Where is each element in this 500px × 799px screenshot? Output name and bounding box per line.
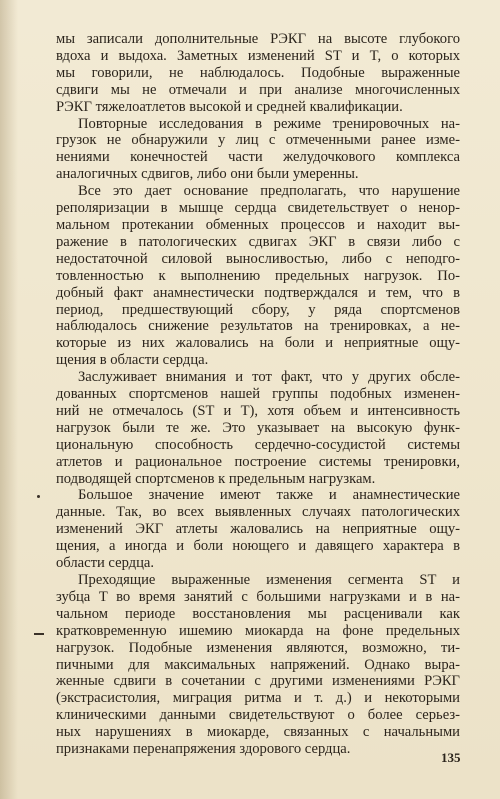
paragraph — [56, 487, 460, 572]
paragraph — [56, 572, 460, 758]
text-line: ных нарушениях в миокарде, связанных с начальными — [56, 724, 460, 741]
text-line: наблюдалось снижение результатов на тренировках, а не- — [56, 318, 460, 335]
text-line: клиническими данными свидетельствуют о более серьез- — [56, 707, 460, 724]
text-line: ний не отмечалось (ST и T), хотя объем и интенсивность — [56, 402, 460, 419]
text-line: которые из них жаловались на боли и неприятные ощу- — [56, 335, 460, 352]
text-line: Преходящие выраженные изменения сегмента ST и — [78, 572, 460, 588]
paragraph — [56, 31, 460, 116]
text-line: РЭКГ тяжелоатлетов высокой и средней квалификации. — [56, 98, 403, 115]
text-line: ражение в патологических сдвигах ЭКГ в связи либо с — [56, 233, 460, 250]
ink-speck — [34, 633, 44, 635]
text-line: атлетов и рациональное построение системы тренировки, — [56, 453, 460, 470]
text-line: признаками перенапряжения здорового сердца. — [56, 741, 351, 758]
text-line: дованных спортсменов нашей группы подобных изменен- — [56, 386, 460, 403]
text-line: Повторные исследования в режиме тренировочных на- — [78, 115, 460, 132]
text-line: реполяризации в мышце сердца свидетельствует о ненор- — [56, 200, 460, 217]
text-line: подводящей спортсменов к предельным нагрузкам. — [56, 470, 376, 487]
text-line: мальном протекании обменных процессов и находит вы- — [56, 216, 460, 233]
ink-speck — [37, 495, 40, 498]
text-line: нагрузок были те же. Это указывает на высокую функ- — [56, 419, 460, 436]
text-line: Большое значение имеют также и анамнестические — [78, 487, 460, 504]
text-line: данные. Так, во всех выявленных случаях патологических — [56, 504, 460, 521]
paragraph — [56, 183, 460, 369]
text-line: щения, а иногда и боли ноющего и давящего характера в — [56, 538, 460, 555]
text-line: период, предшествующий сбору, у ряда спортсменов — [56, 301, 460, 318]
body-text — [56, 31, 460, 758]
text-line: товленностью к выполнению предельных нагрузок. По- — [56, 267, 460, 284]
text-line: нениями конечностей части желудочкового комплекса — [56, 149, 460, 166]
text-line: аналогичных сдвигов, либо они были умеренны. — [56, 166, 359, 183]
text-line: изменений ЭКГ атлеты жаловались на неприятные ощу- — [56, 521, 460, 538]
text-line: Все это дает основание предполагать, что нарушение — [78, 183, 460, 200]
text-line: сдвиги мы не отмечали и при анализе многочисленных — [56, 81, 460, 98]
text-line: зубца T во время занятий с большими нагрузками и в на- — [56, 588, 460, 605]
text-line: Заслуживает внимания и тот факт, что у других обсле- — [78, 369, 460, 386]
page-number: 135 — [441, 750, 461, 765]
text-line: женные сдвиги в сочетании с другими изменениями РЭКГ — [56, 673, 460, 690]
text-line: мы говорили, не наблюдалось. Подобные выраженные — [56, 64, 460, 81]
text-line: (экстрасистолия, миграция ритма и т. д.) и некоторыми — [56, 690, 460, 707]
text-line: кратковременную ишемию миокарда на фоне предельных — [56, 622, 460, 639]
paragraph — [56, 116, 460, 184]
text-line: недостаточной силовой выносливостью, либо с неподго- — [56, 250, 460, 267]
text-line: циональную способность сердечно-сосудистой системы — [56, 436, 460, 453]
text-line: грузок не обнаружили у лиц с отмеченными ранее изме- — [56, 132, 460, 149]
text-line: добный факт анамнестически подтверждался и тем, что в — [56, 284, 460, 301]
text-line: вдоха и выдоха. Заметных изменений ST и T, о которых — [56, 47, 460, 64]
text-line: пичными для максимальных напряжений. Однако выра- — [56, 656, 460, 673]
text-line: щения в области сердца. — [56, 352, 209, 369]
text-line: нагрузок. Подобные изменения являются, возможно, ти- — [56, 639, 460, 656]
text-line: области сердца. — [56, 555, 155, 572]
paper-edge-shadow — [0, 0, 18, 799]
text-line: мы записали дополнительные РЭКГ на высоте глубокого — [56, 31, 460, 47]
paragraph — [56, 369, 460, 487]
text-line: чальном периоде восстановления мы расценивали как — [56, 605, 460, 622]
